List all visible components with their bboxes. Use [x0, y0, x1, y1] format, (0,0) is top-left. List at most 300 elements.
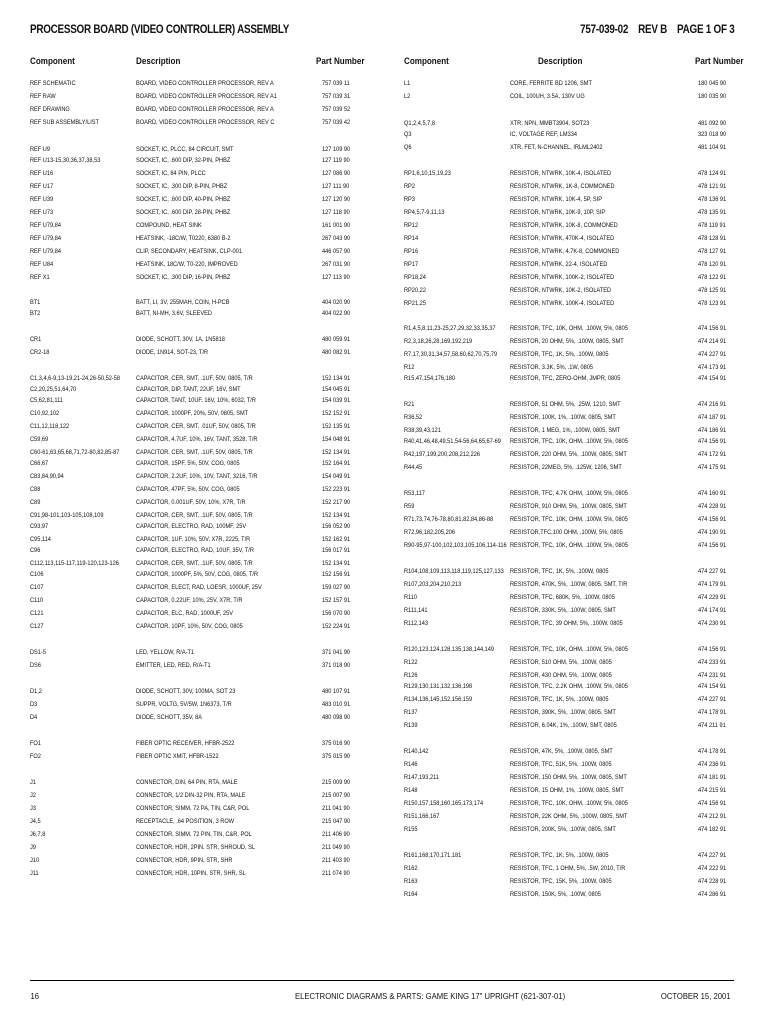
component-cell: RP18,24 — [404, 274, 426, 281]
component-cell: C89 — [30, 499, 41, 506]
component-cell: R2,3,18,26,28,169,192,219 — [404, 338, 473, 345]
part-number-cell: 474 222 91 — [698, 865, 727, 872]
table-row — [30, 472, 360, 481]
description-cell: CAPACITOR, 47PF, 5%, 50V, COG, 0805 — [136, 486, 240, 493]
footer-date: OCTOBER 15, 2001 — [660, 991, 731, 1001]
table-row — [404, 541, 734, 550]
description-cell: SOCKET, IC, PLCC, 84 CIRCUIT, SMT — [136, 146, 234, 153]
table-row — [30, 273, 360, 282]
description-cell: CAPACITOR, CER, SMT, .1UF, 50V, 0805, T/R — [136, 375, 253, 382]
description-cell: RESISTOR, TFC, 10K, OHM, .100W, 5%, 0805 — [510, 646, 628, 653]
component-cell: REF U79,84 — [30, 235, 61, 242]
component-cell: C11,12,118,122 — [30, 423, 70, 430]
description-cell: DIODE, SCHOTT, 35V, 8A — [136, 714, 203, 721]
part-number-cell: 375 016 90 — [322, 740, 351, 747]
component-cell: C112,113,115-117,119-120,123-126 — [30, 560, 119, 567]
table-row — [404, 851, 734, 860]
description-cell: RESISTOR, TFC, 2.2K OHM, .100W, 5%, 0805 — [510, 683, 628, 690]
description-cell: CAPACITOR, ELECTRO, RAD, 100MF, 25V — [136, 523, 247, 530]
part-number-cell: 474 181 91 — [698, 774, 727, 781]
table-row — [30, 385, 360, 394]
component-cell: RP21,25 — [404, 300, 426, 307]
description-cell: RESISTOR, TFC, 1K, 5%, .100W, 0805 — [510, 351, 609, 358]
description-cell: CAPACITOR, CER, SMT, .1UF, 50V, 0805, T/R — [136, 560, 253, 567]
component-cell: R53,117 — [404, 490, 425, 497]
component-cell: DS6 — [30, 662, 41, 669]
part-number-cell: 161 001 90 — [322, 222, 351, 229]
table-row — [30, 182, 360, 191]
description-cell: BOARD, VIDEO CONTROLLER PROCESSOR, REV A1 — [136, 93, 277, 100]
description-cell: RESISTOR, 51 OHM, 5%, .25W, 1210, SMT — [510, 401, 621, 408]
component-cell: R162 — [404, 865, 418, 872]
component-cell: RP14 — [404, 235, 419, 242]
component-cell: R150,157,158,160,165,173,174 — [404, 800, 484, 807]
description-cell: CONNECTOR, HDR, 10PIN, STR, SHR, SL — [136, 870, 246, 877]
description-cell: SOCKET, IC, .600 DIP, 40-PIN, PHBZ — [136, 196, 231, 203]
part-number-cell: 474 190 91 — [698, 529, 727, 536]
table-row — [404, 580, 734, 589]
part-number-cell: 211 049 90 — [322, 844, 350, 851]
part-number-header: Part Number — [695, 56, 744, 67]
component-cell: R38,39,43,121 — [404, 427, 441, 434]
description-cell: RESISTOR,TFC,100 OHM, .100W, 5%, 0805 — [510, 529, 623, 536]
description-cell: CAPACITOR, 10PF, 10%, 50V, COG, 0805 — [136, 623, 243, 630]
part-number-cell: 474 227 91 — [698, 852, 727, 859]
part-number-cell: 152 162 91 — [322, 536, 351, 543]
component-cell: R161,168,170,171,181 — [404, 852, 462, 859]
table-row — [30, 804, 360, 813]
table-row — [404, 695, 734, 704]
table-row — [404, 682, 734, 691]
description-cell: CAPACITOR, ELECT, RAD, LOESR, 1000UF, 25V — [136, 584, 262, 591]
part-number-cell: 478 119 91 — [698, 222, 726, 229]
part-number-cell: 474 211 91 — [698, 722, 726, 729]
part-number-cell: 152 164 91 — [322, 460, 351, 467]
table-row — [30, 208, 360, 217]
table-row — [404, 567, 734, 576]
table-row — [404, 721, 734, 730]
table-row — [30, 856, 360, 865]
description-cell: RESISTOR, 220 OHM, 5%, .100W, 0805, SMT — [510, 451, 627, 458]
description-cell: HEATSINK, -18C/W, T0220, 6380 B-2 — [136, 235, 231, 242]
part-number-cell: 478 136 91 — [698, 196, 727, 203]
component-cell: R134,136,145,152,156,159 — [404, 696, 473, 703]
component-cell: R107,203,204,210,213 — [404, 581, 462, 588]
part-number-cell: 474 156 91 — [698, 516, 727, 523]
part-number-cell: 480 059 91 — [322, 336, 351, 343]
table-row — [404, 350, 734, 359]
part-number-cell: 481 104 91 — [698, 144, 727, 151]
table-row — [30, 221, 360, 230]
part-number-cell: 152 135 91 — [322, 423, 351, 430]
description-cell: DIODE, SCHOTT, 30V, 1A, 1N5818 — [136, 336, 225, 343]
component-cell: R21 — [404, 401, 415, 408]
description-cell: RESISTOR, 3.3K, 5%, .1W, 0805 — [510, 364, 594, 371]
component-cell: R146 — [404, 761, 418, 768]
part-number-cell: 474 172 91 — [698, 451, 727, 458]
table-row — [404, 119, 734, 128]
table-row — [30, 374, 360, 383]
description-cell: CAPACITOR, 15PF, 5%, 50V, COG, 0805 — [136, 460, 240, 467]
part-number-cell: 446 057 90 — [322, 248, 351, 255]
description-cell: RESISTOR, 100K, 1%, .100W, 0805, SMT — [510, 414, 616, 421]
description-cell: RESISTOR, 15 OHM, 1%, .100W, 0805, SMT — [510, 787, 624, 794]
component-cell: R139 — [404, 722, 418, 729]
part-number-cell: 474 182 91 — [698, 826, 727, 833]
component-cell: R104,108,109,113,118,119,125,127,133 — [404, 568, 504, 575]
table-row — [404, 234, 734, 243]
part-number-cell: 180 045 90 — [698, 80, 727, 87]
component-cell: CR1 — [30, 336, 42, 343]
table-row — [30, 105, 360, 114]
component-cell: REF DRAWING — [30, 106, 70, 113]
component-cell: C106 — [30, 571, 44, 578]
description-cell: CAPACITOR, ELECTRO, RAD, 10UF, 35V, T/R — [136, 547, 254, 554]
part-number-cell: 481 092 90 — [698, 120, 727, 127]
part-number-cell: 474 187 91 — [698, 414, 727, 421]
part-number-cell: 152 134 91 — [322, 560, 351, 567]
description-cell: RESISTOR, 20 OHM, 5%, .100W, 0805, SMT — [510, 338, 624, 345]
description-cell: RESISTOR, TFC, 1K, 5%, .100W, 0805 — [510, 852, 609, 859]
part-number-cell: 371 018 90 — [322, 662, 351, 669]
component-cell: REF SCHEMATIC — [30, 80, 76, 87]
table-row — [404, 515, 734, 524]
component-cell: C88 — [30, 486, 41, 493]
part-number-cell: 156 070 90 — [322, 610, 351, 617]
description-cell: RESISTOR, TFC, 39 OHM, 5%, .100W, 0805 — [510, 620, 623, 627]
component-cell: RP1,6,10,15,19,23 — [404, 170, 451, 177]
table-row — [404, 619, 734, 628]
component-cell: REF U16 — [30, 170, 54, 177]
description-cell: CAPACITOR, TANT, 10UF, 16V, 10%, 6032, T/R — [136, 397, 256, 404]
page-header — [30, 24, 734, 44]
header-right — [580, 24, 734, 36]
part-number-header: Part Number — [316, 56, 365, 67]
table-row — [404, 489, 734, 498]
component-cell: REF U39 — [30, 196, 54, 203]
description-cell: DIODE, SCHOTT, 30V, 100MA, SOT 23 — [136, 688, 236, 695]
table-row — [404, 374, 734, 383]
table-row — [30, 422, 360, 431]
part-number-cell: 474 236 91 — [698, 761, 727, 768]
description-cell: RESISTOR, TFC, 10K, OHM, .100W, 5%, 0805 — [510, 542, 628, 549]
part-number-cell: 127 118 90 — [322, 209, 350, 216]
component-cell: R15,47,154,176,180 — [404, 375, 455, 382]
description-cell: EMITTER, LED, RED, R/A-T1 — [136, 662, 211, 669]
part-number-cell: 211 041 90 — [322, 805, 350, 812]
description-cell: LED, YELLOW, R/A-T1 — [136, 649, 195, 656]
component-cell: R59 — [404, 503, 415, 510]
component-cell: R148 — [404, 787, 418, 794]
description-cell: RESISTOR, TFC, 1K, 5%, .100W, 0805 — [510, 696, 609, 703]
component-cell: RP2 — [404, 183, 415, 190]
table-row — [404, 169, 734, 178]
component-cell: R164 — [404, 891, 418, 898]
part-number-cell: 480 082 91 — [322, 349, 351, 356]
table-row — [30, 435, 360, 444]
table-row — [30, 559, 360, 568]
table-row — [30, 396, 360, 405]
part-number-cell: 127 113 90 — [322, 274, 350, 281]
table-row — [30, 687, 360, 696]
description-cell: FIBER OPTIC XMIT, HFBR-1522 — [136, 753, 219, 760]
right-parts-column — [404, 56, 744, 898]
description-cell: XTR, FET, N-CHANNEL, IRLML2402 — [510, 144, 603, 151]
table-row — [30, 485, 360, 494]
footer-document-title: ELECTRONIC DIAGRAMS & PARTS: GAME KING 17" UPRIGHT (621-307-01) — [295, 991, 566, 1001]
table-row — [404, 363, 734, 372]
table-row — [404, 79, 734, 88]
table-row — [30, 511, 360, 520]
part-number-cell: 474 216 91 — [698, 401, 727, 408]
page-number: 16 — [30, 991, 39, 1001]
part-number-cell: 152 224 91 — [322, 623, 351, 630]
part-number-cell: 474 228 91 — [698, 878, 727, 885]
table-row — [404, 400, 734, 409]
part-number-cell: 474 228 91 — [698, 503, 727, 510]
description-cell: RESISTOR, TFC, 1 OHM, 5%, .5W, 2010, T/R — [510, 865, 626, 872]
part-number-cell: 474 154 91 — [698, 683, 727, 690]
component-cell: C121 — [30, 610, 44, 617]
description-cell: SOCKET, IC, 84 PIN, PLCC — [136, 170, 206, 177]
part-number-cell: 474 175 91 — [698, 464, 727, 471]
component-cell: R72,96,182,205,206 — [404, 529, 455, 536]
table-row — [404, 130, 734, 139]
description-cell: SUPPR, VOLTG, 5V/5W, 1N6373, T/R — [136, 701, 232, 708]
description-cell: CAPACITOR, 4.7UF, 10%, 16V, TANT, 3528, T/R — [136, 436, 258, 443]
component-cell: C93,97 — [30, 523, 49, 530]
part-number-cell: 152 134 91 — [322, 449, 351, 456]
component-cell: REF U84 — [30, 261, 54, 268]
component-cell: RP16 — [404, 248, 419, 255]
table-row — [30, 118, 360, 127]
part-number-cell: 474 214 91 — [698, 338, 727, 345]
component-cell: D3 — [30, 701, 38, 708]
table-row — [404, 825, 734, 834]
part-number-cell: 478 123 91 — [698, 300, 727, 307]
component-cell: CR2-18 — [30, 349, 50, 356]
component-cell: R137 — [404, 709, 418, 716]
table-row — [404, 877, 734, 886]
table-row — [30, 145, 360, 154]
component-cell: RP3 — [404, 196, 415, 203]
table-row — [404, 413, 734, 422]
description-cell: CONNECTOR, DIN, 64 PIN, RTA, MALE — [136, 779, 238, 786]
component-cell: RP20,22 — [404, 287, 426, 294]
part-number-cell: 127 111 90 — [322, 183, 350, 190]
part-number-cell: 474 230 91 — [698, 620, 727, 627]
component-cell: R147,193,211 — [404, 774, 439, 781]
part-number-cell: 152 156 91 — [322, 571, 351, 578]
part-number-cell: 474 156 91 — [698, 800, 727, 807]
table-row — [30, 778, 360, 787]
description-cell: CONNECTOR, HDR, 2PIN, STR, SHROUD, SL — [136, 844, 255, 851]
part-number-cell: 180 035 90 — [698, 93, 727, 100]
component-cell: C1,3,4,6-9,13-19,21-24,26-50,52-58 — [30, 375, 121, 382]
description-cell: RESISTOR, 6.04K, 1%, .100W, SMT, 0805 — [510, 722, 617, 729]
description-cell: CAPACITOR, CER, SMT, .1UF, 50V, 0805, T/R — [136, 512, 253, 519]
component-cell: Q1,2,4,5,7,8 — [404, 120, 435, 127]
part-number-cell: 474 186 91 — [698, 427, 727, 434]
description-cell: RESISTOR, TFC, 51K, 5%, .100W, 0805 — [510, 761, 612, 768]
part-number-cell: 154 049 91 — [322, 473, 351, 480]
description-cell: RESISTOR, NTWRK, 1K-8, COMMONED — [510, 183, 615, 190]
description-cell: DIODE, 1N914, SOT-23, T/R — [136, 349, 209, 356]
description-cell: RESISTOR, NTWRK, 10K-8, COMMONED — [510, 222, 618, 229]
component-cell: C10,92,102 — [30, 410, 60, 417]
part-number-cell: 404 022 90 — [322, 310, 351, 317]
description-header: Description — [136, 56, 181, 67]
part-number-cell: 474 156 91 — [698, 325, 727, 332]
part-number-cell: 757 039 31 — [322, 93, 351, 100]
part-number-cell: 480 098 90 — [322, 714, 351, 721]
part-number-cell: 474 233 91 — [698, 659, 727, 666]
component-cell: J3 — [30, 805, 36, 812]
part-number-cell: 211 403 90 — [322, 857, 350, 864]
component-cell: R151,166,167 — [404, 813, 440, 820]
table-row — [30, 739, 360, 748]
table-row — [404, 92, 734, 101]
description-cell: RESISTOR, NTWRK, 10K-9, 10P, SIP — [510, 209, 606, 216]
description-cell: COIL, 100UH, 3.5A, 130V UG — [510, 93, 585, 100]
table-row — [404, 208, 734, 217]
part-number-cell: 474 160 91 — [698, 490, 727, 497]
component-cell: Q3 — [404, 131, 412, 138]
description-cell: RESISTOR, 22MEG, 5%, .125W, 1206, SMT — [510, 464, 622, 471]
description-cell: RESISTOR, 470K, 5%, .100W, 0805, SMT, T/R — [510, 581, 628, 588]
part-number-cell: 375 015 90 — [322, 753, 351, 760]
description-cell: XTR, NPN, MMBT3904, SOT23 — [510, 120, 590, 127]
component-cell: REF U73 — [30, 209, 54, 216]
part-number-cell: 127 120 90 — [322, 196, 351, 203]
table-row — [30, 92, 360, 101]
description-cell: SOCKET, IC, .300 DIP, 8-PIN, PHBZ — [136, 183, 228, 190]
part-number-cell: 478 121 91 — [698, 183, 727, 190]
description-cell: BOARD, VIDEO CONTROLLER PROCESSOR, REV C — [136, 119, 275, 126]
part-number-cell: 478 128 91 — [698, 235, 727, 242]
table-row — [30, 260, 360, 269]
description-cell: CAPACITOR, ELC, RAD, 1000UF, 25V — [136, 610, 233, 617]
component-cell: R36,52 — [404, 414, 423, 421]
component-cell: Q6 — [404, 144, 412, 151]
description-cell: RESISTOR, TFC, 10K, OHM, .100W, 5%, 0805 — [510, 325, 628, 332]
description-cell: FIBER OPTIC RECEIVER, HFBR-2522 — [136, 740, 235, 747]
description-cell: CAPACITOR, 1UF, 10%, 50V, X7R, 2225, T/R — [136, 536, 251, 543]
table-row — [30, 791, 360, 800]
component-cell: BT1 — [30, 299, 41, 306]
component-cell: RP17 — [404, 261, 419, 268]
table-row — [404, 812, 734, 821]
component-cell: R7,17,30,31,34,57,58,60,62,70,75,79 — [404, 351, 498, 358]
part-number-cell: 215 047 90 — [322, 818, 351, 825]
table-row — [404, 671, 734, 680]
part-number-cell: 371 041 90 — [322, 649, 351, 656]
part-number-cell: 474 286 91 — [698, 891, 727, 898]
description-cell: RESISTOR, NTWRK, 10K-4, 5P, SIP — [510, 196, 602, 203]
page-title: PROCESSOR BOARD (VIDEO CONTROLLER) ASSEMBLY — [30, 24, 290, 36]
component-cell: R40,41,46,48,49,51,54-56,64,65,67-69 — [404, 438, 501, 445]
table-row — [30, 309, 360, 318]
table-row — [30, 583, 360, 592]
description-cell: CORE, FERRITE BD 1206, SMT — [510, 80, 592, 87]
description-cell: CAPACITOR, CER, SMT, .1UF, 50V, 0805, T/R — [136, 449, 253, 456]
part-number-cell: 474 173 91 — [698, 364, 727, 371]
description-cell: RESISTOR, 910 OHM, 5%, .100W, 0805, SMT — [510, 503, 627, 510]
component-cell: REF SUB ASSEMBLY/LIST — [30, 119, 99, 126]
component-cell: REF U17 — [30, 183, 54, 190]
part-number-cell: 478 127 91 — [698, 248, 727, 255]
description-cell: COMPOUND, HEAT SINK — [136, 222, 202, 229]
part-number-cell: 211 074 90 — [322, 870, 350, 877]
description-cell: CLIP, SECONDARY, HEATSINK, CLP-001 — [136, 248, 242, 255]
part-number-cell: 757 039 52 — [322, 106, 351, 113]
table-row — [30, 817, 360, 826]
description-cell: SOCKET, IC, .600 DIP, 32-PIN, PHBZ — [136, 157, 231, 164]
component-cell: DS1-5 — [30, 649, 46, 656]
table-row — [30, 830, 360, 839]
description-cell: RESISTOR, 510 OHM, 5%, .100W, 0805 — [510, 659, 612, 666]
table-row — [30, 234, 360, 243]
description-cell: RESISTOR, 200K, 5%, .100W, 0805, SMT — [510, 826, 616, 833]
table-row — [404, 195, 734, 204]
component-cell: J11 — [30, 870, 39, 877]
component-cell: D4 — [30, 714, 38, 721]
table-row — [30, 498, 360, 507]
component-cell: C5,62,81,111 — [30, 397, 63, 404]
part-number-cell: 478 120 91 — [698, 261, 727, 268]
table-row — [404, 890, 734, 899]
description-cell: BATT, LI, 3V, 255MAH, COIN, H-PCB — [136, 299, 230, 306]
table-row — [30, 169, 360, 178]
table-row — [404, 606, 734, 615]
table-row — [404, 645, 734, 654]
description-cell: RESISTOR, TFC, 10K, OHM, .100W, 5%, 0805 — [510, 800, 628, 807]
component-cell: R1,4,5,8,11,23-25,27,29,32,33,35,37 — [404, 325, 496, 332]
component-cell: R112,143 — [404, 620, 428, 627]
part-number-cell: 478 135 91 — [698, 209, 727, 216]
description-cell: RESISTOR, TFC, 680K, 5%, .100W, 0805 — [510, 594, 615, 601]
description-cell: HEATSINK, 18C/W, T0-220, IMPROVED — [136, 261, 238, 268]
table-row — [404, 773, 734, 782]
component-cell: REF U9 — [30, 146, 51, 153]
component-cell: J6,7,8 — [30, 831, 46, 838]
table-row — [30, 752, 360, 761]
component-cell: J1 — [30, 779, 36, 786]
table-row — [30, 535, 360, 544]
description-cell: CAPACITOR, DIP, TANT, 22UF, 16V, SMT — [136, 386, 241, 393]
part-number-cell: 474 231 91 — [698, 672, 727, 679]
component-cell: C96 — [30, 547, 41, 554]
component-cell: REF U79,84 — [30, 248, 61, 255]
component-cell: REF X1 — [30, 274, 50, 281]
description-cell: CAPACITOR, 2.2UF, 10%, 10V, TANT, 3216, T/R — [136, 473, 258, 480]
component-header: Component — [404, 56, 449, 67]
component-cell: C95,114 — [30, 536, 51, 543]
component-cell: REF RAW — [30, 93, 56, 100]
part-number-cell: 474 179 91 — [698, 581, 727, 588]
description-cell: RESISTOR, NTWRK, 100K-2, ISOLATED — [510, 274, 615, 281]
table-row — [404, 324, 734, 333]
doc-number: 757-039-02 — [579, 24, 628, 36]
part-number-cell: 474 212 91 — [698, 813, 727, 820]
part-number-cell: 474 227 91 — [698, 696, 727, 703]
part-number-cell: 480 107 91 — [322, 688, 351, 695]
part-number-cell: 404 020 90 — [322, 299, 351, 306]
table-row — [30, 661, 360, 670]
component-cell: R126 — [404, 672, 418, 679]
description-cell: RESISTOR, TFC, 10K, OHM, .100W, 5%, 0805 — [510, 516, 628, 523]
component-cell: C127 — [30, 623, 44, 630]
